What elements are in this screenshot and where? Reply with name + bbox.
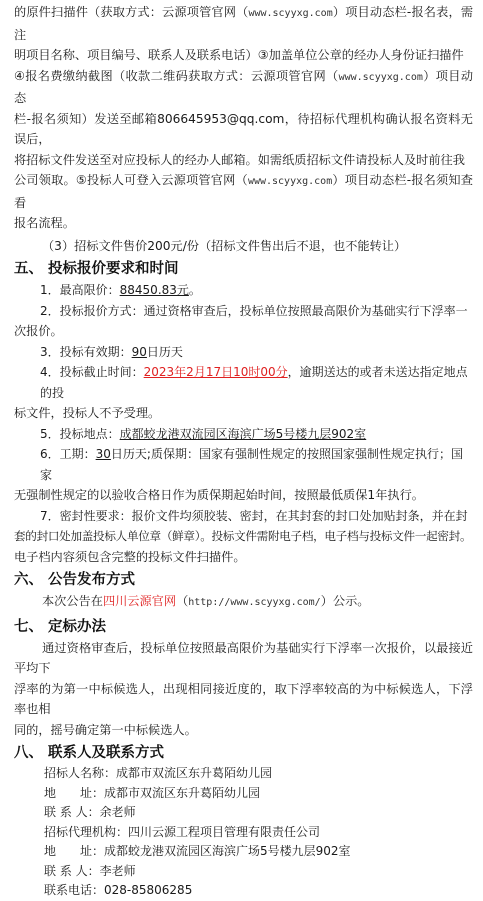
award-line-3: 同的，摇号确定第一中标候选人。 <box>14 722 197 737</box>
intro-line-5: 将招标文件发送至对应投标人的经办人邮箱。如需纸质招标文件请投标人及时前往我 <box>14 152 465 167</box>
website-url[interactable]: www.scyyxg.com <box>248 8 333 19</box>
max-price-label: 1．最高限价： <box>40 283 120 297</box>
contact-label: 地 址： <box>44 785 105 800</box>
duration-value: 30 <box>95 447 111 461</box>
bid-method-1: 2．投标报价方式：通过资格审查后，投标单位按照最高限价为基础实行下浮率一 <box>40 303 468 318</box>
sale-price: （3）招标文件售价200元/份（招标文件售出后不退，也不能转让） <box>42 238 407 253</box>
publish-line <box>14 591 473 614</box>
contact-label: 招标代理机构： <box>44 824 129 839</box>
publish-text: ）公示。 <box>320 594 370 608</box>
section-5-title: 五、 投标报价要求和时间 <box>14 260 179 277</box>
deadline-label: 4．投标截止时间： <box>40 365 144 379</box>
contact-row <box>14 881 473 901</box>
publish-site-link[interactable]: 四川云源官网 <box>102 594 177 608</box>
duration-text: 日历天;质保期：国家有强制性规定的按照国家强制性规定执行；国家 <box>40 447 463 482</box>
validity-value: 90 <box>131 344 147 359</box>
intro-line-4: 栏-报名须知）发送至邮箱806645953@qq.com，待招标代理机构确认报名资料无误后， <box>14 111 473 146</box>
contact-value: 028-85806285 <box>104 883 193 897</box>
intro-text: ）项目动态 <box>14 68 474 105</box>
location-label: 5．投标地点： <box>40 426 120 441</box>
section-7-title: 七、 定标办法 <box>14 617 107 635</box>
intro-line-7: 报名流程。 <box>14 216 75 230</box>
seal-req-2: 套的封口处加盖投标人单位章（鲜章）。投标文件需附电子档，电子档与投标文件一起密封。 <box>14 529 472 543</box>
contact-label: 联 系 人： <box>44 805 100 819</box>
duration-label: 6．工期： <box>40 447 96 461</box>
contact-row <box>14 823 473 843</box>
contact-label: 联 系 人： <box>44 863 100 878</box>
intro-line-2: 明项目名称、项目编号、联系人及联系电话）③加盖单位公章的经办人身份证扫描件 <box>14 48 464 62</box>
duration <box>14 444 473 485</box>
max-price-end: 。 <box>188 283 201 297</box>
publish-text: 本次公告在 <box>42 594 103 608</box>
contact-value: 余老师 <box>99 805 136 819</box>
bid-location <box>14 424 473 445</box>
intro-line-1 <box>14 2 473 45</box>
publish-url[interactable]: http://www.scyyxg.com/ <box>188 597 321 608</box>
intro-text: 的原件扫描件（获取方式：云源项管官网（ <box>14 5 249 19</box>
intro-text: ）项目动态栏-报名表，需注 <box>14 5 474 42</box>
contact-value: 成都市双流区东升葛陌幼儿园 <box>104 785 261 800</box>
max-price <box>14 280 473 301</box>
contact-value: 成都市双流区东升葛陌幼儿园 <box>116 766 273 780</box>
intro-text: ④报名费缴纳截图（收款二维码获取方式：云源项管官网（ <box>14 68 339 83</box>
bid-method-2: 次报价。 <box>14 324 63 338</box>
contact-label: 招标人名称： <box>44 766 117 780</box>
section-6-title: 六、 公告发布方式 <box>14 571 136 588</box>
section-8-title: 八、 联系人及联系方式 <box>14 744 165 761</box>
contact-value: 成都蛟龙港双流园区海滨广场5号楼九层902室 <box>104 844 351 858</box>
location-value: 成都蛟龙港双流园区海滨广场5号楼九层902室 <box>119 426 367 441</box>
contact-row <box>14 842 473 862</box>
website-url[interactable]: www.scyyxg.com <box>338 71 423 83</box>
intro-line-6 <box>14 170 473 213</box>
duration-cont: 无强制性规定的以验收合格日作为质保期起始时间，按照最低质保1年执行。 <box>14 488 424 502</box>
intro-text: ）项目动态栏-报名须知查看 <box>14 173 473 210</box>
intro-line-3 <box>14 66 473 109</box>
contact-value: 四川云源工程项目管理有限责任公司 <box>128 824 321 839</box>
seal-req-1: 7．密封性要求：报价文件均须胶装、密封，在其封套的封口处加贴封条，并在封 <box>40 508 468 523</box>
bid-validity <box>14 342 473 363</box>
contact-label: 联系电话： <box>44 883 105 897</box>
contact-label: 地 址： <box>44 844 105 858</box>
validity-unit: 日历天 <box>146 344 183 359</box>
deadline-value: 2023年2月17日10时00分 <box>143 365 288 379</box>
contact-row <box>14 862 473 882</box>
website-url[interactable]: www.scyyxg.com <box>247 176 333 187</box>
contact-row <box>14 764 473 784</box>
max-price-value: 88450.83元 <box>119 283 189 297</box>
deadline-note: ，逾期送达的或者未送达指定地点的投 <box>40 365 468 400</box>
contact-value: 李老师 <box>99 863 136 878</box>
validity-label: 3．投标有效期： <box>40 344 132 359</box>
seal-req-3: 电子档内容须包含完整的投标文件扫描件。 <box>14 549 246 564</box>
deadline-cont: 标文件，投标人不予受理。 <box>14 406 161 420</box>
deadline <box>14 362 473 403</box>
contact-row <box>14 784 473 804</box>
intro-text: 公司领取。⑤投标人可登入云源项管官网（ <box>14 173 248 187</box>
publish-text: （ <box>176 594 189 608</box>
award-line-2: 浮率的为第一中标候选人，出现相同接近度的，取下浮率较高的为中标候选人，下浮率也相 <box>14 681 473 716</box>
award-line-1: 通过资格审查后，投标单位按照最高限价为基础实行下浮率一次报价，以最接近平均下 <box>14 640 473 675</box>
contact-row <box>14 803 473 823</box>
contact-list <box>14 764 473 901</box>
